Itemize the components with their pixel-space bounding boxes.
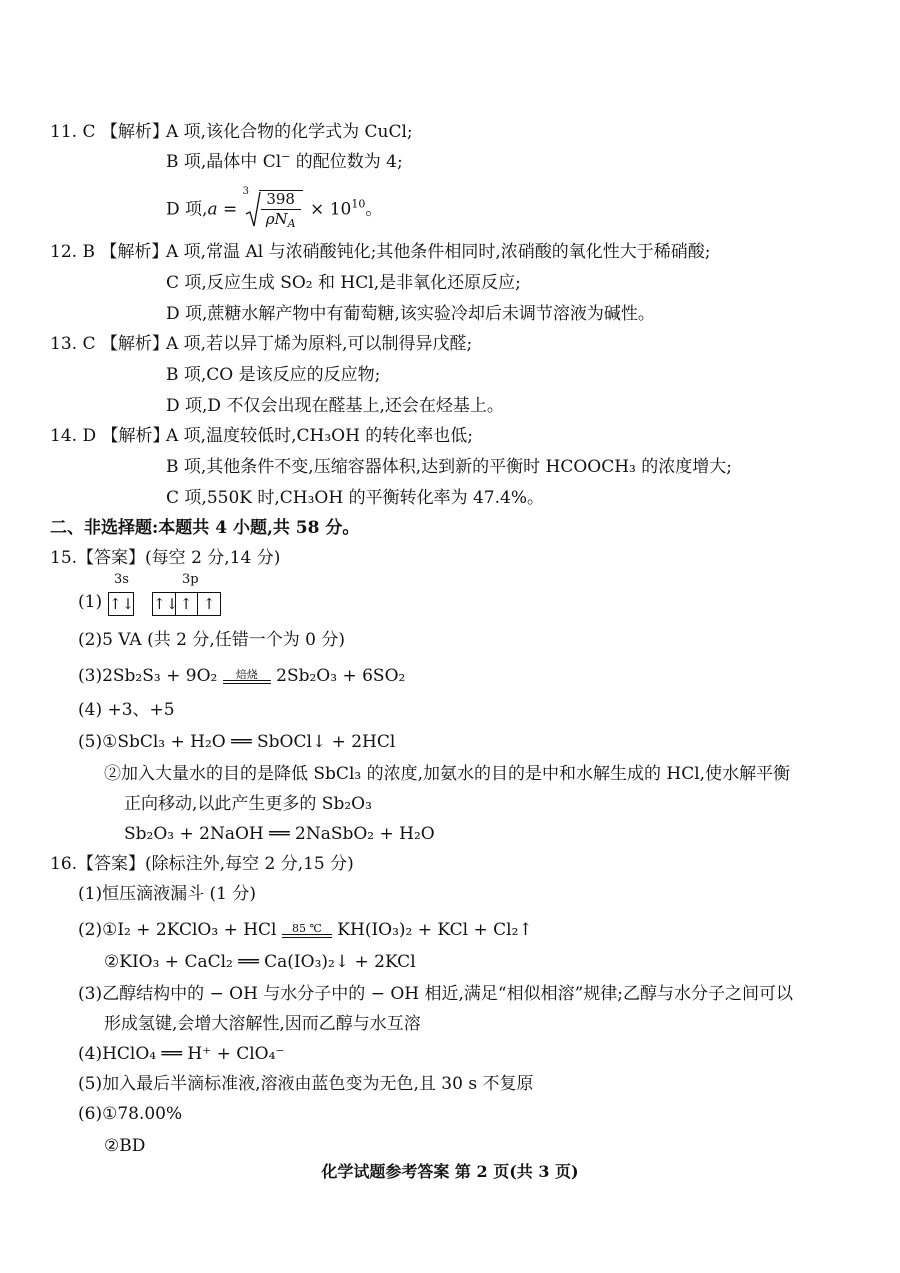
q12-c: C 项,反应生成 SO₂ 和 HCl,是非氧化还原反应; [166, 273, 521, 293]
section-heading: 二、非选择题:本题共 4 小题,共 58 分。 [50, 518, 360, 538]
q15-p3: (3)2Sb₂S₃ + 9O₂ 焙烧 2Sb₂O₃ + 6SO₂ [78, 666, 406, 686]
q16-p3a: (3)乙醇结构中的 − OH 与水分子中的 − OH 相近,满足“相似相溶”规律;乙醇与水分子之间可以 [78, 984, 794, 1004]
q13-head: 13. C 【解析】 [50, 334, 169, 354]
orbital-label-3s: 3s [114, 572, 129, 587]
reaction-condition-arrow: 85 ℃ [282, 923, 332, 938]
q15-head: 15.【答案】(每空 2 分,14 分) [50, 548, 281, 568]
q15-p4: (4) +3、+5 [78, 700, 175, 720]
q16-p6b: ②BD [104, 1136, 146, 1156]
reaction-condition-arrow: 焙烧 [223, 669, 271, 684]
orbital-label-3p: 3p [182, 572, 199, 587]
q13-a: A 项,若以异丁烯为原料,可以制得异戊醛; [166, 334, 473, 354]
q12-a: A 项,常温 Al 与浓硝酸钝化;其他条件相同时,浓硝酸的氧化性大于稀硝酸; [166, 242, 711, 262]
page-footer: 化学试题参考答案 第 2 页(共 3 页) [321, 1162, 579, 1181]
q14-head: 14. D 【解析】 [50, 426, 170, 446]
q12-d: D 项,蔗糖水解产物中有葡萄糖,该实验冷却后未调节溶液为碱性。 [166, 304, 655, 324]
q16-p2b: ②KIO₃ + CaCl₂ ══ Ca(IO₃)₂↓ + 2KCl [104, 952, 416, 972]
q11-head: 11. C 【解析】 [50, 122, 169, 142]
q15-p5b: ②加入大量水的目的是降低 SbCl₃ 的浓度,加氨水的目的是中和水解生成的 HCl,使水解平衡 [104, 764, 791, 784]
q16-p2a: (2)①I₂ + 2KClO₃ + HCl 85 ℃ KH(IO₃)₂ + KCl + Cl₂↑ [78, 920, 533, 940]
orbital-diagram [108, 572, 238, 620]
q15-p5a: (5)①SbCl₃ + H₂O ══ SbOCl↓ + 2HCl [78, 732, 396, 752]
q11-a: A 项,该化合物的化学式为 CuCl; [166, 122, 413, 142]
q11-b: B 项,晶体中 Cl− 的配位数为 4; [166, 150, 403, 172]
q15-p1-label: (1) [78, 592, 103, 612]
q14-a: A 项,温度较低时,CH₃OH 的转化率也低; [166, 426, 474, 446]
q12-head: 12. B 【解析】 [50, 242, 169, 262]
q14-c: C 项,550K 时,CH₃OH 的平衡转化率为 47.4%。 [166, 488, 544, 508]
orbital-box-3p-1: ↑↓ [152, 592, 176, 616]
q13-d: D 项,D 不仅会出现在醛基上,还会在烃基上。 [166, 396, 504, 416]
orbital-box-3p-2: ↑ [175, 592, 198, 616]
q16-p5: (5)加入最后半滴标准液,溶液由蓝色变为无色,且 30 s 不复原 [78, 1074, 534, 1094]
q13-b: B 项,CO 是该反应的反应物; [166, 365, 381, 385]
q15-p2: (2)5 VA (共 2 分,任错一个为 0 分) [78, 630, 346, 650]
orbital-box-3p-3: ↑ [198, 592, 221, 616]
q16-p1: (1)恒压滴液漏斗 (1 分) [78, 884, 256, 904]
q16-p6a: (6)①78.00% [78, 1104, 183, 1124]
q14-b: B 项,其他条件不变,压缩容器体积,达到新的平衡时 HCOOCH₃ 的浓度增大; [166, 457, 732, 477]
q15-p5d: Sb₂O₃ + 2NaOH ══ 2NaSbO₂ + H₂O [124, 824, 435, 844]
cube-root-formula: 3 398 $\rho N_A$ [243, 190, 305, 230]
q15-p5c: 正向移动,以此产生更多的 Sb₂O₃ [124, 794, 372, 814]
q11-d: D 项,a = 3 398 $\rho N_A$ × $10^{10}$。 [166, 186, 383, 230]
q16-head: 16.【答案】(除标注外,每空 2 分,15 分) [50, 854, 354, 874]
q16-p4: (4)HClO₄ ══ H⁺ + ClO₄⁻ [78, 1044, 285, 1064]
radical-sign [245, 190, 261, 230]
orbital-box-3s: ↑↓ [108, 592, 134, 616]
q16-p3b: 形成氢键,会增大溶解性,因而乙醇与水互溶 [104, 1014, 421, 1034]
